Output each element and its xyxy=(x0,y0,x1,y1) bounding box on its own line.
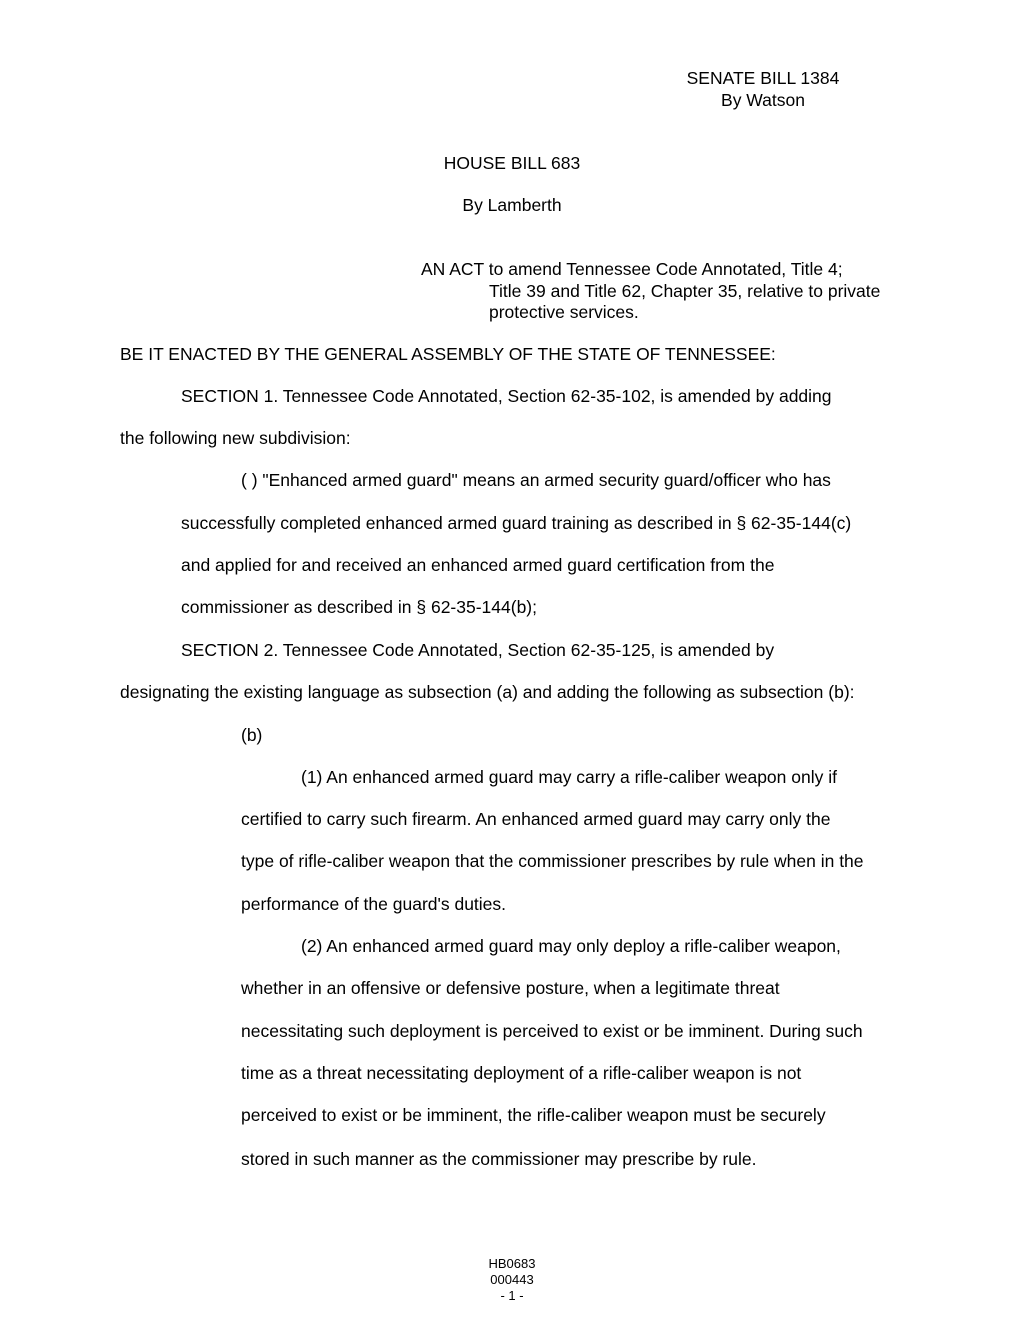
section-2-line-1: SECTION 2. Tennessee Code Annotated, Section 62-35-125, is amended by xyxy=(181,640,775,660)
caption-line-3: protective services. xyxy=(489,302,639,322)
footer-bill-code: HB0683 xyxy=(488,1256,536,1271)
caption-line-2: Title 39 and Title 62, Chapter 35, relative to private xyxy=(489,281,881,301)
section-2-line-2: designating the existing language as subsection (a) and adding the following as subsection (b): xyxy=(120,682,855,702)
page-footer xyxy=(462,1256,562,1304)
paragraph-2-line-3: necessitating such deployment is perceived to exist or be imminent. During such xyxy=(241,1021,863,1041)
enacting-clause: BE IT ENACTED BY THE GENERAL ASSEMBLY OF THE STATE OF TENNESSEE: xyxy=(120,344,776,364)
paragraph-2-line-5: perceived to exist or be imminent, the rifle-caliber weapon must be securely xyxy=(241,1105,826,1125)
paragraph-2-line-2: whether in an offensive or defensive posture, when a legitimate threat xyxy=(241,978,780,998)
paragraph-1-line-1: (1) An enhanced armed guard may carry a rifle-caliber weapon only if xyxy=(301,767,837,787)
house-bill-number: HOUSE BILL 683 xyxy=(443,153,581,173)
footer-draft-number: 000443 xyxy=(490,1272,534,1287)
paragraph-2-line-6: stored in such manner as the commissioner may prescribe by rule. xyxy=(241,1149,757,1169)
paragraph-2-line-1: (2) An enhanced armed guard may only deploy a rifle-caliber weapon, xyxy=(301,936,841,956)
footer-page-number: - 1 - xyxy=(500,1288,524,1303)
definition-line-1: ( ) "Enhanced armed guard" means an armed security guard/officer who has xyxy=(241,470,831,490)
paragraph-1-line-4: performance of the guard's duties. xyxy=(241,894,507,914)
subsection-b-label: (b) xyxy=(241,725,263,745)
definition-line-4: commissioner as described in § 62-35-144(b); xyxy=(181,597,537,617)
definition-line-2: successfully completed enhanced armed guard training as described in § 62-35-144(c) xyxy=(181,513,852,533)
section-1-line-2: the following new subdivision: xyxy=(120,428,351,448)
senate-bill-number: SENATE BILL 1384 xyxy=(686,68,840,88)
paragraph-1-line-2: certified to carry such firearm. An enhanced armed guard may carry only the xyxy=(241,809,831,829)
paragraph-1-line-3: type of rifle-caliber weapon that the commissioner prescribes by rule when in the xyxy=(241,851,864,871)
senate-bill-sponsor: By Watson xyxy=(721,90,805,110)
house-bill-sponsor: By Lamberth xyxy=(462,195,562,215)
caption-line-1: AN ACT to amend Tennessee Code Annotated, Title 4; xyxy=(421,259,843,279)
paragraph-2-line-4: time as a threat necessitating deployment of a rifle-caliber weapon is not xyxy=(241,1063,802,1083)
section-1-line-1: SECTION 1. Tennessee Code Annotated, Section 62-35-102, is amended by adding xyxy=(181,386,832,406)
definition-line-3: and applied for and received an enhanced armed guard certification from the xyxy=(181,555,775,575)
